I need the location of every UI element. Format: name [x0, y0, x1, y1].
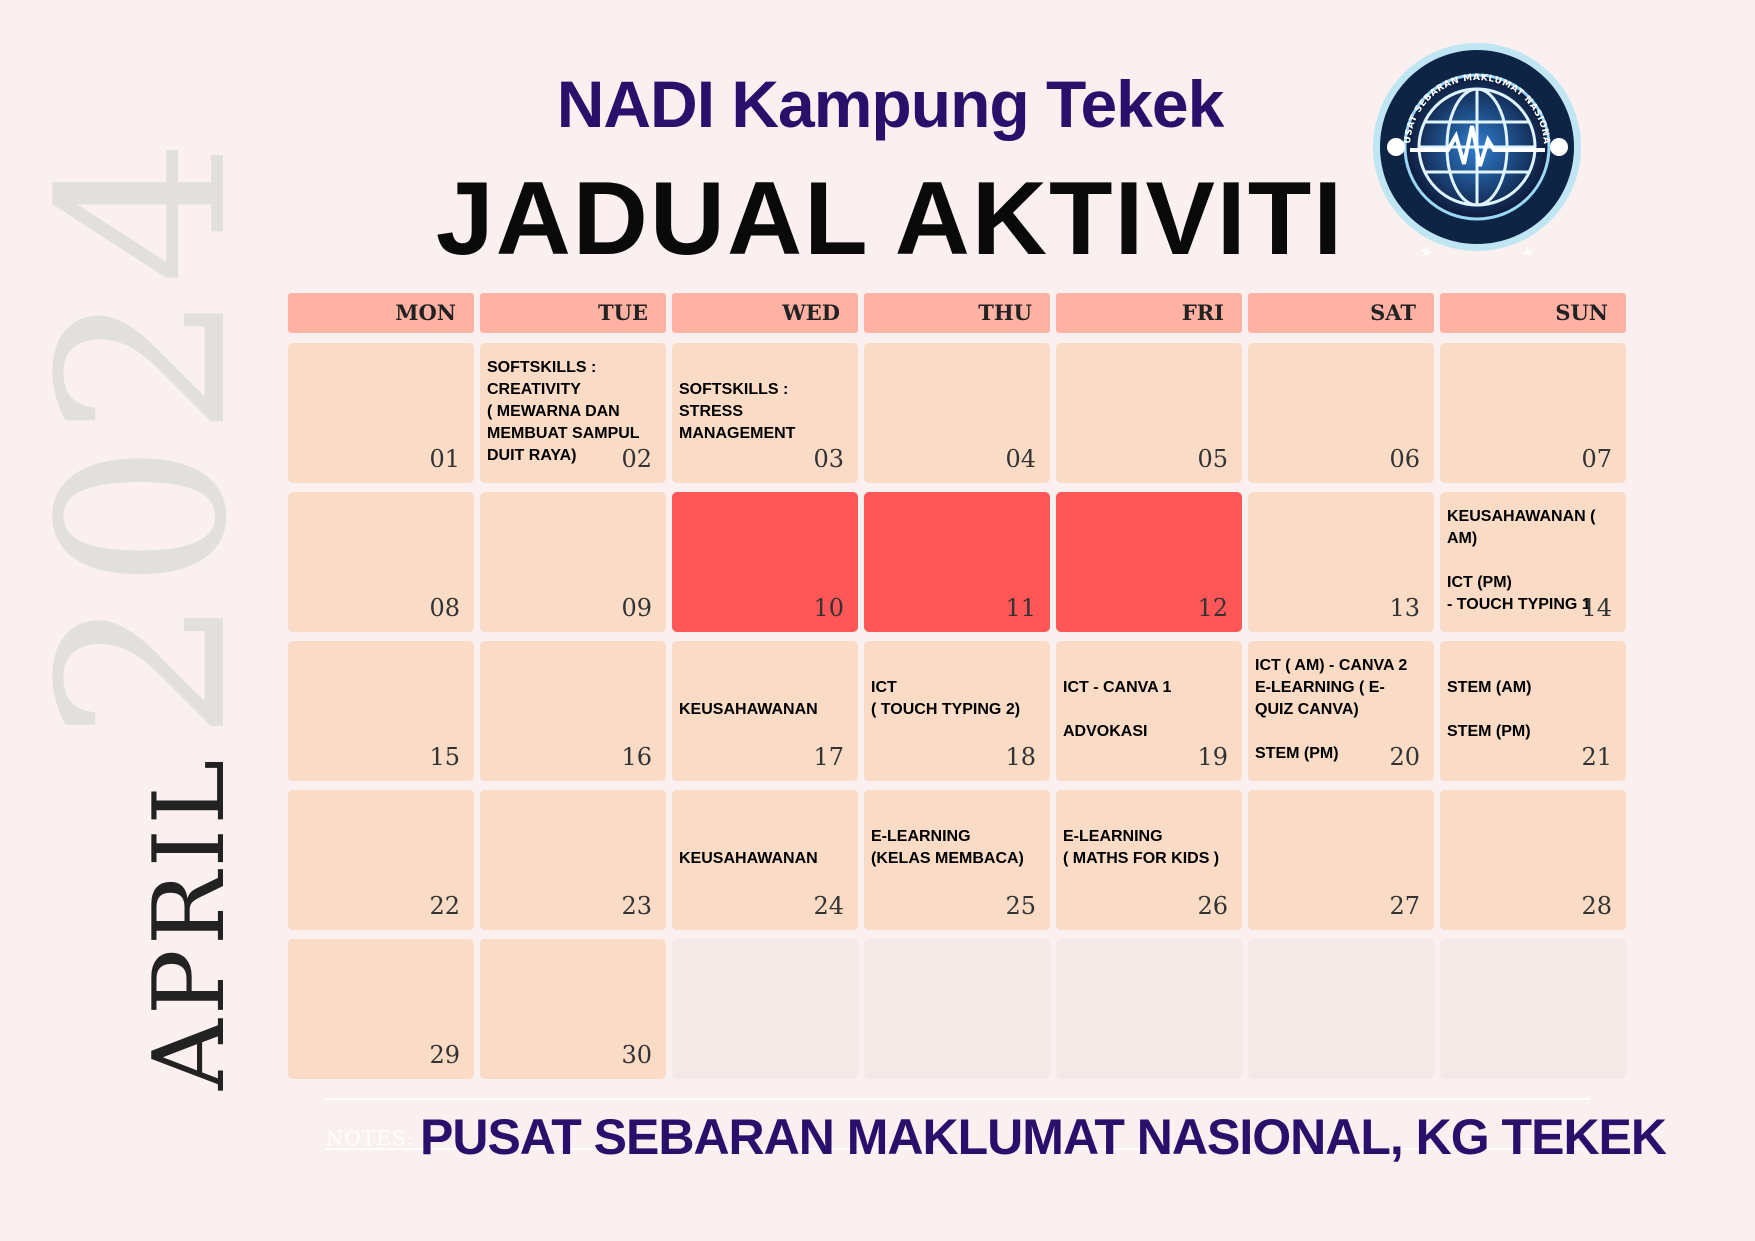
weekday-mon: MON: [288, 293, 474, 333]
notes-label: NOTES:: [326, 1126, 415, 1150]
day-number: 16: [621, 743, 652, 771]
day-number: 15: [429, 743, 460, 771]
event-text: ICT ( AM) - CANVA 2 E-LEARNING ( E- QUIZ CANVA) STEM (PM): [1255, 657, 1408, 762]
day-number: 10: [813, 594, 844, 622]
empty-cell: [1440, 939, 1626, 1079]
day-cell: [864, 343, 1050, 483]
day-cell: [1440, 790, 1626, 930]
event-text: SOFTSKILLS : STRESS MANAGEMENT: [679, 381, 796, 442]
day-number: 27: [1389, 892, 1420, 920]
day-cell: [480, 790, 666, 930]
day-number: 21: [1581, 743, 1612, 771]
day-number: 17: [813, 743, 844, 771]
day-cell: [864, 790, 1050, 930]
day-cell: [288, 343, 474, 483]
weekday-wed: WED: [672, 293, 858, 333]
day-number: 19: [1197, 743, 1228, 771]
day-number: 30: [621, 1041, 652, 1069]
event-text: ICT ( TOUCH TYPING 2): [871, 679, 1021, 718]
day-cell: [864, 492, 1050, 632]
event-text: E-LEARNING (KELAS MEMBACA): [871, 828, 1024, 867]
day-cell: [1056, 343, 1242, 483]
day-number: 03: [813, 445, 844, 473]
nadi-logo: [1370, 40, 1585, 255]
month-label: APRIL: [133, 755, 247, 1090]
day-cell: [864, 641, 1050, 781]
day-cell: [288, 790, 474, 930]
organization-name: NADI Kampung Tekek: [556, 67, 1224, 141]
day-cell: [1440, 343, 1626, 483]
empty-cell: [1056, 939, 1242, 1079]
event-text: KEUSAHAWANAN ( AM) ICT (PM) - TOUCH TYPING 1: [1447, 508, 1596, 613]
event-text: KEUSAHAWANAN: [679, 701, 818, 718]
footer-text: PUSAT SEBARAN MAKLUMAT NASIONAL, KG TEKEK: [420, 1109, 1667, 1165]
day-number: 13: [1389, 594, 1420, 622]
day-number: 23: [621, 892, 652, 920]
day-cell: [1248, 343, 1434, 483]
weekday-fri: FRI: [1056, 293, 1242, 333]
day-number: 04: [1005, 445, 1036, 473]
day-cell: [480, 939, 666, 1079]
day-cell: [480, 641, 666, 781]
calendar-grid: [288, 343, 1660, 1079]
day-number: 14: [1581, 594, 1612, 622]
svg-text:NADI KAMPUNG TEKEK: N K: [1418, 245, 1537, 255]
empty-cell: [672, 939, 858, 1079]
event-text: SOFTSKILLS : CREATIVITY ( MEWARNA DAN MEMBUAT SAMPUL DUIT RAYA): [487, 359, 640, 464]
day-cell: [1440, 492, 1626, 632]
day-cell: [1056, 790, 1242, 930]
empty-cell: [864, 939, 1050, 1079]
weekday-tue: TUE: [480, 293, 666, 333]
year-label: 2024: [11, 132, 278, 742]
day-number: 26: [1197, 892, 1228, 920]
day-number: 20: [1389, 743, 1420, 771]
day-number: 24: [813, 892, 844, 920]
day-cell: [672, 343, 858, 483]
day-number: 06: [1389, 445, 1420, 473]
weekday-thu: THU: [864, 293, 1050, 333]
day-number: 18: [1005, 743, 1036, 771]
day-cell: [288, 641, 474, 781]
day-cell: [288, 492, 474, 632]
day-number: 07: [1581, 445, 1612, 473]
day-cell: [672, 492, 858, 632]
day-number: 11: [1005, 594, 1036, 622]
weekday-sun: SUN: [1440, 293, 1626, 333]
day-cell: [1248, 790, 1434, 930]
day-number: 25: [1005, 892, 1036, 920]
day-cell: [1248, 641, 1434, 781]
day-number: 12: [1197, 594, 1228, 622]
day-cell: [1248, 492, 1434, 632]
day-cell: [288, 939, 474, 1079]
day-cell: [1056, 641, 1242, 781]
day-number: 22: [429, 892, 460, 920]
vertical-month-year: [11, 132, 278, 1090]
day-cell: [1056, 492, 1242, 632]
day-cell: [480, 492, 666, 632]
footer-divider-top: [325, 1098, 1590, 1100]
day-cell: [1440, 641, 1626, 781]
day-cell: [672, 790, 858, 930]
day-number: 01: [429, 445, 460, 473]
event-text: ICT - CANVA 1 ADVOKASI: [1063, 679, 1172, 740]
svg-text:PUSAT SEBARAN MAKLUMAT NASIONA: USAT SEBARAN MAKLUMAT NASIONA: [1402, 72, 1552, 146]
day-number: 02: [621, 445, 652, 473]
weekday-header-row: [288, 293, 1660, 333]
event-text: KEUSAHAWANAN: [679, 850, 818, 867]
day-cell: [480, 343, 666, 483]
page-title: JADUAL AKTIVITI: [435, 161, 1345, 277]
day-number: 08: [429, 594, 460, 622]
day-number: 28: [1581, 892, 1612, 920]
empty-cell: [1248, 939, 1434, 1079]
day-number: 29: [429, 1041, 460, 1069]
day-cell: [672, 641, 858, 781]
event-text: E-LEARNING ( MATHS FOR KIDS ): [1063, 828, 1220, 867]
weekday-sat: SAT: [1248, 293, 1434, 333]
day-number: 09: [621, 594, 652, 622]
event-text: STEM (AM) STEM (PM): [1447, 679, 1532, 740]
day-number: 05: [1197, 445, 1228, 473]
